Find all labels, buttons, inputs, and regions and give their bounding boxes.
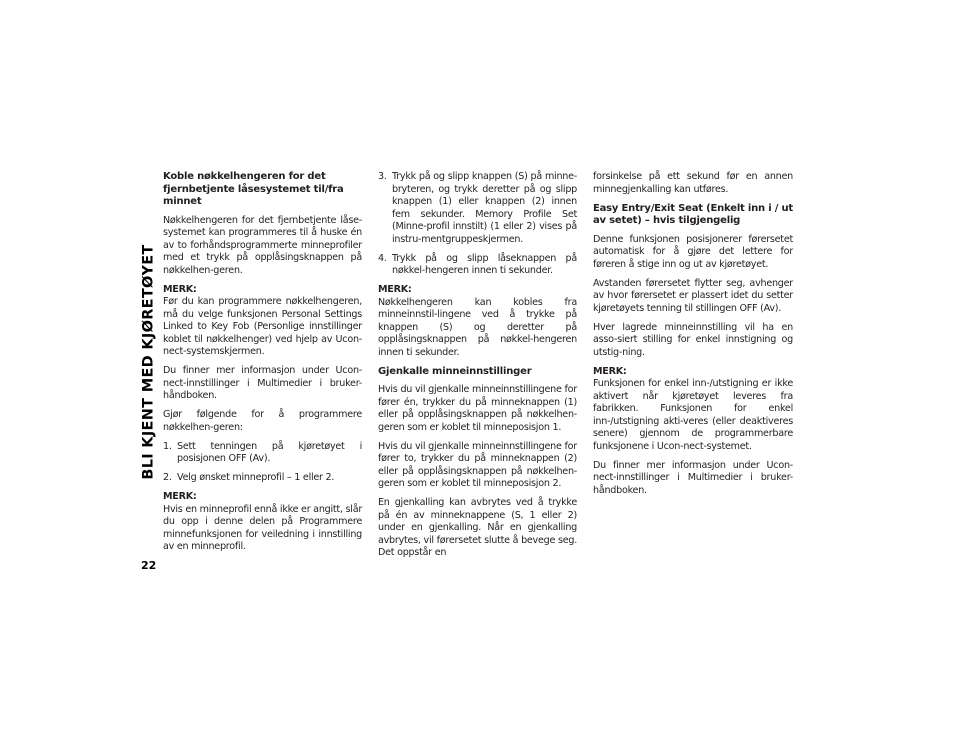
note (163, 491, 362, 554)
list-item (163, 472, 362, 485)
note-text: Hvis en minneprofil ennå ikke er angitt, slår du opp i denne delen på Programmere minnefunksjonen for veiledning i innstilling av en minneprofil. (163, 503, 363, 552)
page-number: 22 (141, 559, 157, 572)
paragraph: Denne funksjonen posisjonerer førersetet automatisk for å gjøre det lettere for føreren å stige inn og ut av kjøretøyet. (593, 233, 793, 270)
paragraph: Du finner mer informasjon under Ucon-nect-innstillinger i Multimedier i bruker-håndboken. (163, 365, 362, 401)
step-text: Trykk på og slipp låseknappen på nøkkel-hengeren innen ti sekunder. (392, 252, 577, 276)
paragraph: forsinkelse på ett sekund før en annen minnegjenkalling kan utføres. (593, 171, 793, 195)
paragraph: Du finner mer informasjon under Ucon-nect-innstillinger i Multimedier i bruker-håndboken. (593, 459, 793, 496)
note-text: Før du kan programmere nøkkelhengeren, må du velge funksjonen Personal Settings Linked to Key Fob (Personlige innstillinger koblet til nøkkelhenger) ved hjelp av Ucon-nect-systemskjermen. (163, 296, 362, 357)
chapter-title: BLI KJENT MED KJØRETØYET (141, 244, 157, 480)
paragraph: Hvis du vil gjenkalle minneinnstillingene for fører to, trykker du på minneknappen (2) eller på opplåsingsknappen på nøkkelhen-geren som er koblet til minneposisjon 2. (378, 440, 577, 489)
chapter-side-tab (138, 164, 160, 560)
note (593, 366, 793, 454)
paragraph: Nøkkelhengeren for det fjernbetjente låse-systemet kan programmeres til å huske én av to forhåndsprogrammerte minneprofiler med et trykk på opplåsingsknappen på nøkkelhen-geren. (163, 214, 362, 276)
note-text: Nøkkelhengeren kan kobles fra minneinnstil-lingene ved å trykke på knappen (S) og deretter på opplåsingsknappen på nøkkel-hengeren innen ti sekunder. (378, 296, 577, 358)
paragraph: Hvis du vil gjenkalle minneinnstillingene for fører én, trykker du på minneknappen (1) eller på opplåsingsknappen på nøkkelhen-geren som er koblet til minneposisjon 1. (378, 384, 577, 433)
text-column-3 (593, 171, 793, 504)
note (163, 284, 362, 359)
text-column-1 (163, 171, 362, 560)
section-heading-easy-entry: Easy Entry/Exit Seat (Enkelt inn i / ut av setet) – hvis tilgjengelig (593, 202, 793, 226)
step-number: 1. (163, 440, 172, 452)
step-number: 3. (378, 171, 387, 182)
step-list (163, 441, 362, 485)
paragraph: En gjenkalling kan avbrytes ved å trykke på én av minneknappene (S, 1 eller 2) under en gjenkalling. Når en gjenkalling avbrytes, vil førersetet slutte å bevege seg. Det oppstår en (378, 497, 577, 558)
list-item (378, 253, 577, 278)
note-label: MERK: (163, 491, 197, 502)
list-item (378, 171, 577, 246)
text-column-2 (378, 171, 577, 566)
note-label: MERK: (163, 283, 197, 295)
list-item (163, 441, 362, 466)
step-text: Trykk på og slipp knappen (S) på minne-bryteren, og trykk deretter på og slipp knappen (1) eller knappen (2) innen fem sekunder. Memory Profile Set (Minne-profil innstilt) (1 eller 2) vises på instru-mentgruppeskjermen. (392, 171, 577, 245)
step-list (378, 171, 577, 278)
step-text: Sett tenningen på kjøretøyet i posisjonen OFF (Av). (177, 440, 362, 464)
step-text: Velg ønsket minneprofil – 1 eller 2. (177, 472, 335, 483)
note-text: Funksjonen for enkel inn-/utstigning er ikke aktivert når kjøretøyet leveres fra fabrikken. Funksjonen for enkel inn-/utstigning akti-veres (eller deaktiveres senere) gjennom de programmerbare funksjonene i Ucon-nect-systemet. (593, 378, 793, 452)
step-number: 2. (163, 472, 172, 483)
note-label: MERK: (378, 284, 412, 295)
section-heading-recall: Gjenkalle minneinnstillinger (378, 365, 532, 377)
note-label: MERK: (593, 365, 627, 377)
section-heading-key-fob: Koble nøkkelhengeren for det fjernbetjente låsesystemet til/fra minnet (163, 171, 344, 207)
note (378, 284, 577, 359)
paragraph: Avstanden førersetet flytter seg, avhenger av hvor førersetet er plassert idet du setter kjøretøyets tenning til stillingen OFF (Av). (593, 277, 793, 314)
paragraph: Hver lagrede minneinnstilling vil ha en asso-siert stilling for enkel innstigning og utstig-ning. (593, 321, 793, 358)
paragraph: Gjør følgende for å programmere nøkkelhen-geren: (163, 409, 362, 433)
step-number: 4. (378, 252, 387, 264)
